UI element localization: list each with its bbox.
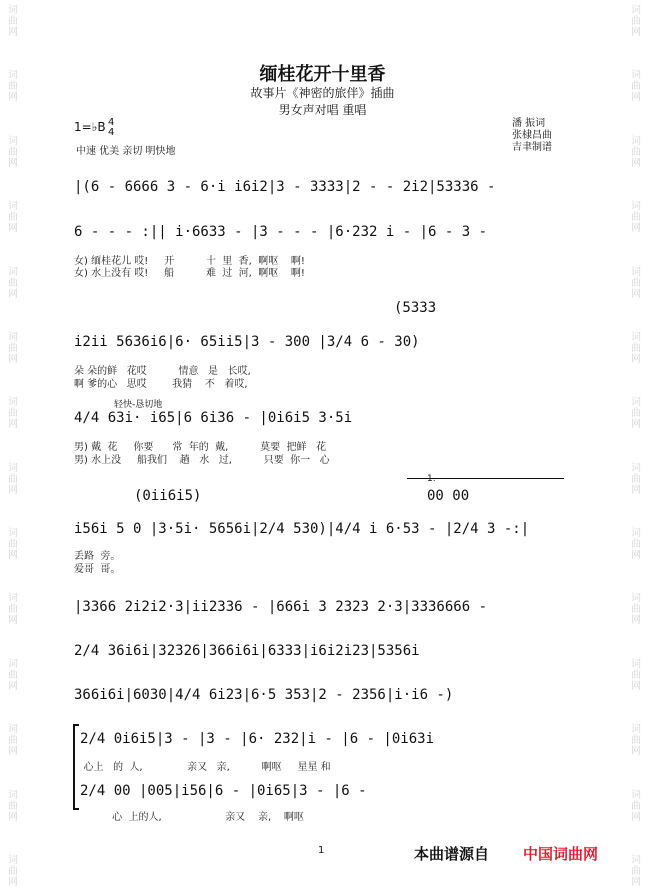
lyrics-4a: 男) 戴 花 你要 常 年的 戴, 莫要 把鲜 花 [74,442,326,453]
watermark-text: 词曲网 [628,853,640,887]
watermark-text: 词曲网 [628,134,640,168]
watermark-left [2,0,20,891]
watermark-text: 词曲网 [5,200,17,234]
song-title: 缅桂花开十里香 [259,64,386,85]
lyrics-4b: 男) 水上没 船我们 趟 水 过, 只要 你一 心 [74,455,330,466]
watermark-text: 词曲网 [628,4,640,37]
source-note: 本曲谱源自 [414,845,490,863]
lyrics-10: 心 上的人, 亲又 亲, 啊呕 [74,812,304,823]
time-signature [108,118,114,138]
watermark-text: 词曲网 [628,527,640,560]
page-number: 1 [318,845,325,856]
watermark-text: 词曲网 [5,4,17,37]
key-signature: 1=♭B [74,120,106,134]
score-line-10-lower: 2/4 00 |005|i56|6 - |0i65|3 - |6 - [80,783,367,799]
watermark-right [625,0,643,891]
score-line-2: 6 - - - :|| i·6633 - |3 - - - |6·232 i - |6 - 3 - [74,224,488,240]
lyrics-3b: 啊 爹的心 思哎 我猜 不 着哎, [74,379,248,390]
score-line-6: |3366 2i2i2·3|ii2336 - |666i 3 2323 2·3|3336666 - [74,599,488,615]
volta-bracket [407,478,564,479]
watermark-text: 词曲网 [5,723,17,757]
watermark-text: 词曲网 [5,396,17,430]
watermark-text: 词曲网 [628,592,640,626]
score-line-7: 2/4 36i6i|32326|366i6i|6333|i6i2i23|5356i [74,643,420,659]
performance-note: 男女声对唱 重唱 [278,103,367,117]
credit-transcriber: 吉聿制谱 [512,142,552,153]
watermark-text: 词曲网 [628,69,640,103]
watermark-text: 词曲网 [628,788,640,822]
score-line-4: 4/4 63i· i65|6 6i36 - |0i6i5 3·5i [74,410,353,426]
lyrics-2b: 女) 水上没有 哎! 船 难 过 河, 啊呕 啊! [74,268,305,279]
credit-composer: 张棣昌曲 [512,130,552,141]
expression-mark: 轻快-恳切地 [114,400,163,410]
time-bottom: 4 [108,127,115,138]
score-line-5-intro: (0ii6i5) [134,488,202,504]
watermark-text: 词曲网 [5,134,17,168]
lyrics-3a: 朵 朵的鲜 花哎 情意 是 长哎, [74,366,251,377]
lyrics-5b: 爱哥 哥。 [74,564,121,575]
score-line-9-upper: 2/4 0i6i5|3 - |3 - |6· 232|i - |6 - |0i63i [80,731,435,747]
watermark-text: 词曲网 [5,788,17,822]
lyrics-5a: 丢路 旁。 [74,551,121,562]
tempo-marking: 中速 优美 亲切 明快地 [76,146,176,157]
score-line-5: i56i 5 0 |3·5i· 5656i|2/4 530)|4/4 i 6·53 - |2/4 3 -:| [74,521,530,537]
score-line-1: |(6 - 6666 3 - 6·i i6i2|3 - 3333|2 - - 2i2|53336 - [74,179,496,195]
watermark-text: 词曲网 [628,657,640,691]
lyrics-2a: 女) 缅桂花儿 哎! 开 十 里 香, 啊呕 啊! [74,256,305,267]
watermark-text: 词曲网 [5,265,17,299]
watermark-text: 词曲网 [5,853,17,887]
watermark-text: 词曲网 [628,396,640,430]
score-line-3-intro: (5333 [394,300,437,316]
watermark-text: 词曲网 [5,461,17,495]
score-line-8: 366i6i|6030|4/4 6i23|6·5 353|2 - 2356|i·i6 -) [74,687,454,703]
watermark-text: 词曲网 [628,200,640,234]
watermark-text: 词曲网 [628,723,640,757]
watermark-text: 词曲网 [628,265,640,299]
lyrics-9: 心上 的 人, 亲又 亲, 啊呕 星星 和 [74,762,331,773]
brand-name: 中国词曲网 [523,845,599,863]
watermark-text: 词曲网 [628,330,640,364]
watermark-text: 词曲网 [5,69,17,103]
watermark-text: 词曲网 [5,527,17,560]
song-subtitle: 故事片《神密的旅伴》插曲 [250,86,395,100]
volta-1: 1. [427,474,436,484]
credit-lyricist: 潘 振词 [512,118,546,129]
volta-notes: 00 00 [427,488,470,504]
watermark-text: 词曲网 [5,657,17,691]
score-line-3: i2ii 5636i6|6· 65ii5|3 - 300 |3/4 6 - 30) [74,334,420,350]
watermark-text: 词曲网 [628,461,640,495]
time-top: 4 [108,117,115,128]
credits [512,118,552,154]
watermark-text: 词曲网 [5,592,17,626]
watermark-text: 词曲网 [5,330,17,364]
